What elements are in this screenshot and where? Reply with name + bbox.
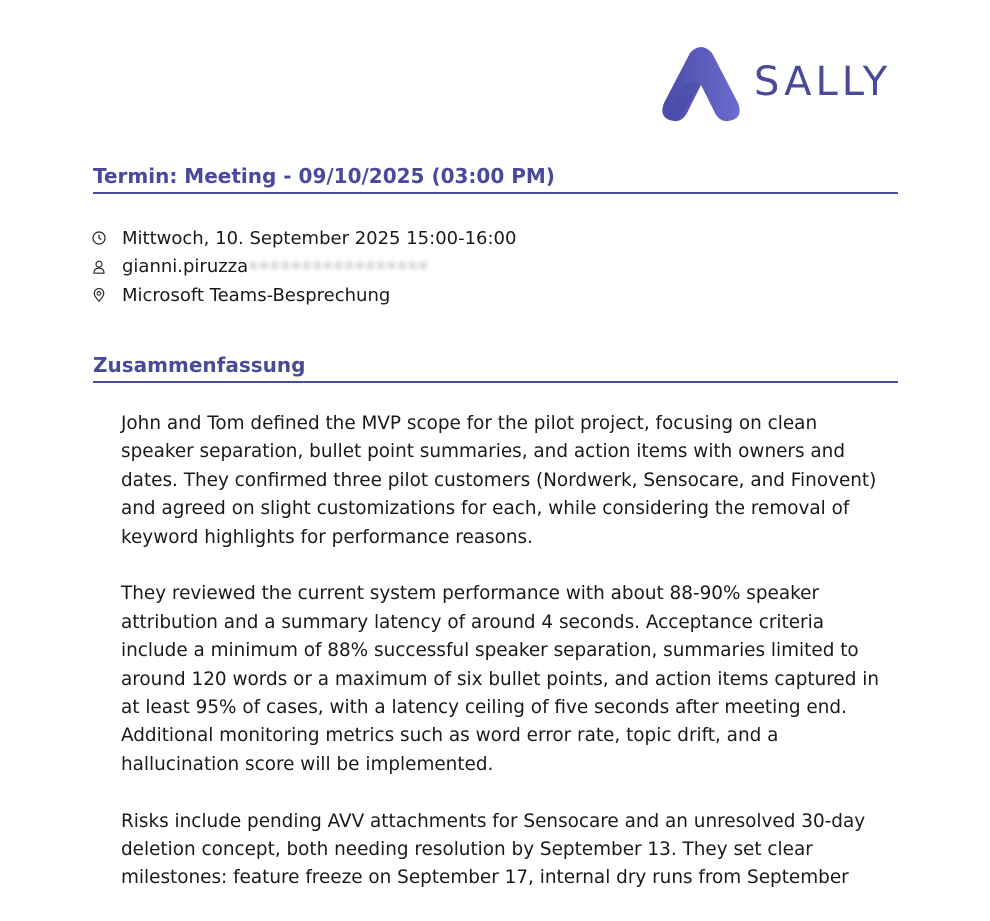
meeting-heading: Termin: Meeting - 09/10/2025 (03:00 PM) — [93, 163, 898, 194]
summary-paragraph: John and Tom defined the MVP scope for the pilot project, focusing on clean speaker separation, bullet point summaries, and action items with owners and dates. They confirmed three pilot customers (Nordwerk, Sensocare, and Finovent) and agreed on slight customizations for each, while considering the removal of keyword highlights for performance reasons. — [121, 413, 877, 548]
person-icon — [92, 260, 106, 274]
meeting-organizer — [92, 253, 516, 282]
summary-heading: Zusammenfassung — [93, 352, 898, 383]
meeting-location — [92, 281, 516, 310]
summary-paragraph: Risks include pending AVV attachments for Sensocare and an unresolved 30-day deletion concept, both needing resolution by September 13. They set clear milestones: feature freeze on September 17, internal dry runs from September — [121, 810, 866, 889]
organizer-email-redacted: ••••••••••••••••• — [248, 256, 429, 278]
meeting-datetime — [92, 224, 516, 253]
sally-logo — [660, 44, 891, 124]
meeting-details — [92, 224, 516, 310]
datetime-text: Mittwoch, 10. September 2025 15:00-16:00 — [122, 227, 517, 249]
clock-icon — [92, 231, 106, 245]
location-pin-icon — [92, 288, 106, 302]
organizer-email[interactable]: gianni.piruzza — [122, 256, 249, 278]
brand-name: SALLY — [754, 59, 892, 105]
location-text: Microsoft Teams-Besprechung — [122, 284, 391, 306]
sally-a-mark-icon — [660, 45, 742, 123]
summary-paragraph: They reviewed the current system performance with about 88-90% speaker attribution and a summary latency of around 4 seconds. Acceptance criteria include a minimum of 88% successful speaker separation, summaries limited to around 120 words or a maximum of six bullet points, and action items captured in at least 95% of cases, with a latency ceiling of five seconds after meeting end. Additional monitoring metrics such as word error rate, topic drift, and a hallucination score will be implemented. — [121, 583, 880, 775]
summary-body — [121, 410, 881, 921]
